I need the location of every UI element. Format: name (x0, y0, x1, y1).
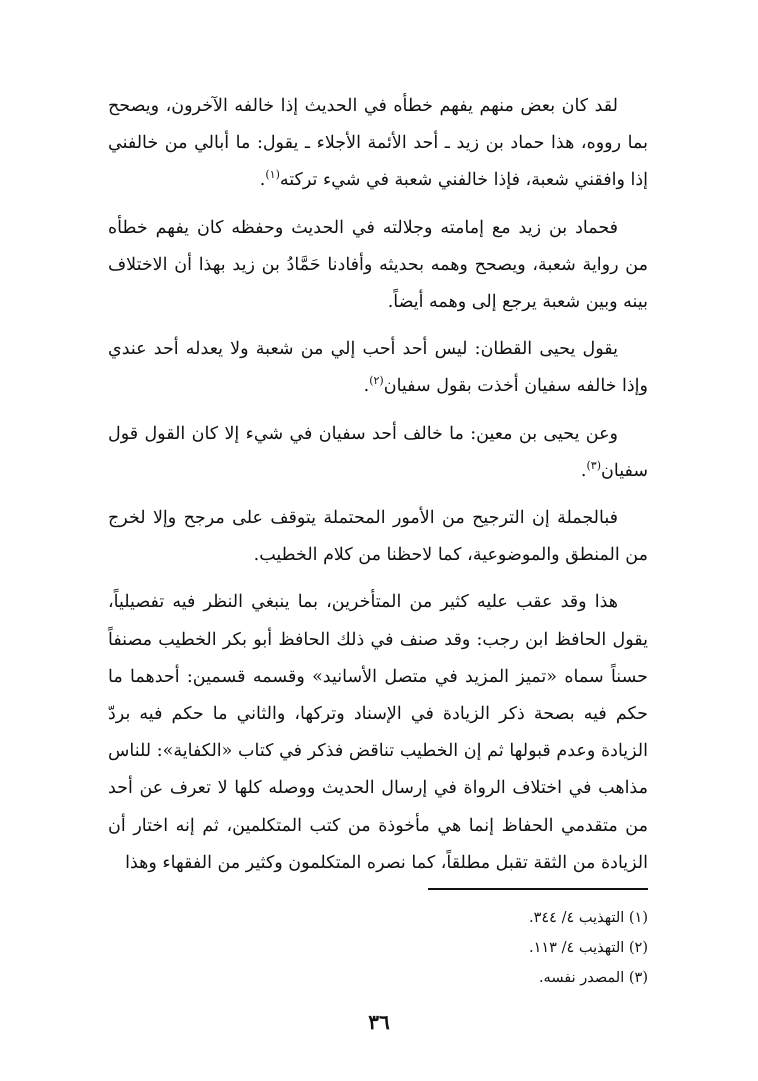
paragraph-5: فبالجملة إن الترجيح من الأمور المحتملة يتوقف على مرجح وإلا لخرج من المنطق والموضوعية، كما لاحظنا من كلام الخطيب. (108, 508, 648, 566)
footnote-ref-3[interactable]: (٣) (586, 459, 602, 472)
footnote-ref-2[interactable]: (٢) (369, 374, 384, 388)
paragraph-2: فحماد بن زيد مع إمامته وجلالته في الحديث وحفظه كان يفهم خطأه من رواية شعبة، ويصحح وهمه بحديثه وأفادنا حَمَّادُ بن زيد بهذا أن الاختلاف بينه وبين شعبة يرجع إلى وهمه أيضاً. (108, 217, 648, 313)
footnote-1: (١) التهذيب ٤/ ٣٤٤. (528, 910, 648, 926)
footnote-ref-1[interactable]: (١) (265, 168, 280, 182)
paragraph-6: هذا وقد عقب عليه كثير من المتأخرين، بما ينبغي النظر فيه تفصيلياً، يقول الحافظ ابن رجب: وقد صنف في ذلك الحافظ أبو بكر الخطيب مصنفاً حسناً سماه «تميز المزيد في متصل الأسانيد» وقسمه قسمين: أحدهما ما حكم فيه بصحة ذكر الزيادة في الإسناد وتركها، والثاني ما حكم فيه بردّ الزيادة وعدم قبولها ثم إن الخطيب تناقض فذكر في كتاب «الكفاية»: للناس مذاهب في اختلاف الرواة في إرسال الحديث ووصله كلها لا تعرف عن أحد من متقدمي الحفاظ إنما هي مأخوذة من كتب المتكلمين، ثم إنه اختار أن الزيادة من الثقة تقبل مطلقاً، كما نصره المتكلمون وكثير من الفقهاء وهذا (108, 592, 648, 873)
paragraph-3: يقول يحيى القطان: ليس أحد أحب إلي من شعبة ولا يعدله أحد عندي وإذا خالفه سفيان أخذت بقول سفيان$^{(٢)}$. (108, 339, 648, 397)
paragraph-4: وعن يحيى بن معين: ما خالف أحد سفيان في شيء إلا كان القول قول سفيان$^{(٣)}$. (108, 423, 648, 481)
page-number: ٣٦ (368, 1010, 390, 1034)
footnote-3: (٣) المصدر نفسه. (538, 970, 648, 986)
footnotes (108, 903, 648, 993)
footnote-separator (428, 888, 648, 890)
main-text (108, 88, 648, 892)
footnote-2: (٢) التهذيب ٤/ ١١٣. (528, 940, 648, 956)
paragraph-1: لقد كان بعض منهم يفهم خطأه في الحديث إذا خالفه الآخرون، ويصحح بما رووه، هذا حماد بن زيد ـ أحد الأئمة الأجلاء ـ يقول: ما أبالي من خالفني إذا وافقني شعبة، فإذا خالفني شعبة في شيء تركته$^{(١)}$. (108, 96, 648, 191)
